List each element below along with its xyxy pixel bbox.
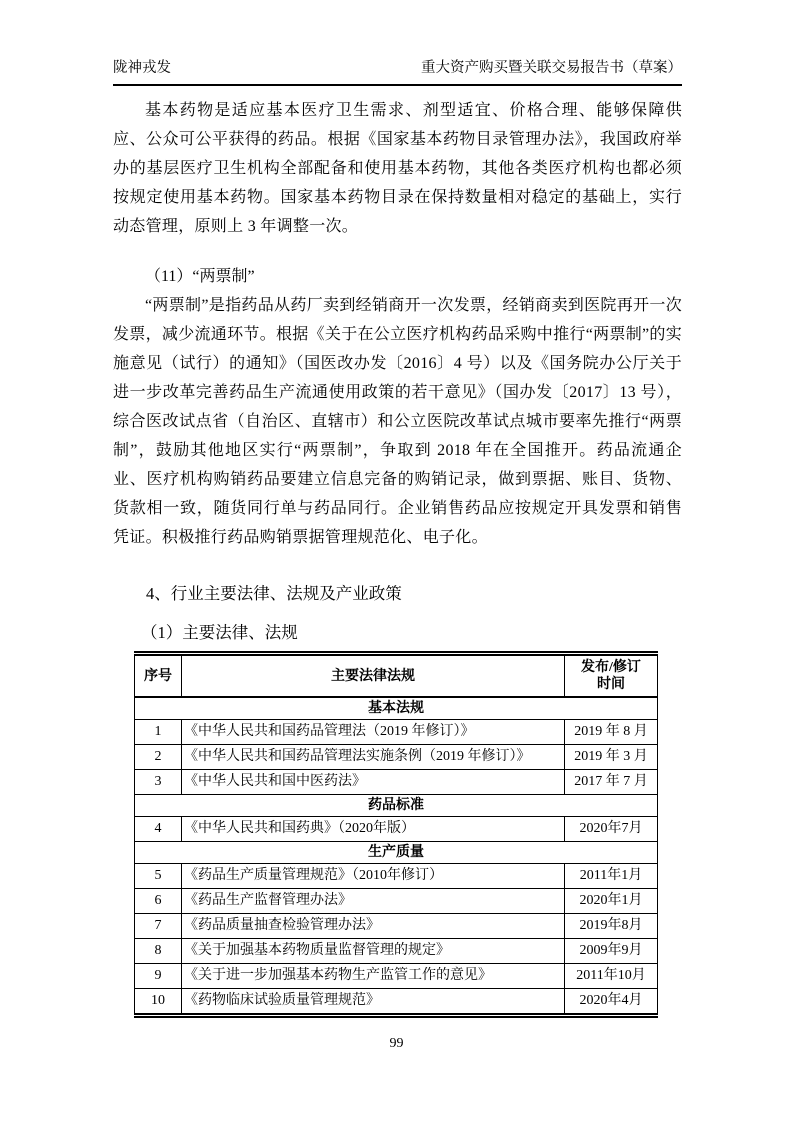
cell-law: 《药品质量抽查检验管理办法》 xyxy=(182,914,565,939)
cell-date: 2011年1月 xyxy=(565,864,658,889)
cell-law: 《中华人民共和国药典》（2020年版） xyxy=(182,817,565,842)
table-header-row xyxy=(135,654,658,698)
cell-law: 《药品生产质量管理规范》（2010年修订） xyxy=(182,864,565,889)
table-row xyxy=(135,864,658,889)
cell-no: 1 xyxy=(135,720,182,745)
cell-no: 4 xyxy=(135,817,182,842)
table-row xyxy=(135,914,658,939)
document-body xyxy=(113,96,682,1018)
header-document-title: 重大资产购买暨关联交易报告书（草案） xyxy=(421,60,682,76)
cell-date: 2020年4月 xyxy=(565,989,658,1016)
table-section-basic-laws xyxy=(135,697,658,720)
cell-law: 《中华人民共和国药品管理法实施条例（2019 年修订）》 xyxy=(182,745,565,770)
cell-date: 2019年8月 xyxy=(565,914,658,939)
table-row xyxy=(135,720,658,745)
cell-date: 2011年10月 xyxy=(565,964,658,989)
cell-date: 2009年9月 xyxy=(565,939,658,964)
table-section-title: 生产质量 xyxy=(135,842,658,864)
cell-law: 《药品生产监督管理办法》 xyxy=(182,889,565,914)
paragraph-two-invoice-system: “两票制”是指药品从药厂卖到经销商开一次发票，经销商卖到医院再开一次发票，减少流通环节。根据《关于在公立医疗机构药品采购中推行“两票制”的实施意见（试行）的通知》（国医改办发〔2016〕4 号）以及《国务院办公厅关于进一步改革完善药品生产流通使用政策的若干意见》（国办发〔2017〕13 号），综合医改试点省（自治区、直辖市）和公立医院改革试点城市要率先推行“两票制”，鼓励其他地区实行“两票制”，争取到 2018 年在全国推开。药品流通企业、医疗机构购销药品要建立信息完备的购销记录，做到票据、账目、货物、货款相一致，随货同行单与药品同行。企业销售药品应按规定开具发票和销售凭证。积极推行药品购销票据管理规范化、电子化。 xyxy=(113,297,683,546)
column-header-date xyxy=(565,654,658,698)
table-section-title: 药品标准 xyxy=(135,795,658,817)
table-row xyxy=(135,889,658,914)
cell-no: 9 xyxy=(135,964,182,989)
cell-no: 2 xyxy=(135,745,182,770)
column-header-date-line1: 发布/修订 xyxy=(581,660,641,675)
cell-law: 《关于加强基本药物质量监督管理的规定》 xyxy=(182,939,565,964)
table-row xyxy=(135,989,658,1016)
cell-no: 3 xyxy=(135,770,182,795)
heading-section-4-1: （1）主要法律、法规 xyxy=(141,623,298,642)
page-header xyxy=(113,56,682,86)
column-header-law: 主要法律法规 xyxy=(182,654,565,698)
cell-date: 2019 年 8 月 xyxy=(565,720,658,745)
cell-law: 《药物临床试验质量管理规范》 xyxy=(182,989,565,1016)
cell-no: 8 xyxy=(135,939,182,964)
cell-law: 《中华人民共和国药品管理法（2019 年修订）》 xyxy=(182,720,565,745)
table-row xyxy=(135,817,658,842)
cell-no: 6 xyxy=(135,889,182,914)
heading-section-4: 4、行业主要法律、法规及产业政策 xyxy=(146,584,402,603)
cell-law: 《中华人民共和国中医药法》 xyxy=(182,770,565,795)
cell-date: 2017 年 7 月 xyxy=(565,770,658,795)
cell-date: 2019 年 3 月 xyxy=(565,745,658,770)
heading-two-invoice-system: （11）“两票制” xyxy=(145,268,255,285)
header-company-name: 陇神戎发 xyxy=(113,60,171,76)
cell-date: 2020年7月 xyxy=(565,817,658,842)
column-header-date-line2: 时间 xyxy=(597,677,625,692)
table-row xyxy=(135,964,658,989)
cell-law: 《关于进一步加强基本药物生产监管工作的意见》 xyxy=(182,964,565,989)
table-section-title: 基本法规 xyxy=(135,697,658,720)
cell-no: 5 xyxy=(135,864,182,889)
table-section-drug-standards xyxy=(135,795,658,817)
page-number: 99 xyxy=(389,1036,404,1051)
table-row xyxy=(135,745,658,770)
laws-regulations-table xyxy=(134,651,658,1018)
cell-no: 10 xyxy=(135,989,182,1016)
table-row xyxy=(135,939,658,964)
paragraph-basic-drugs: 基本药物是适应基本医疗卫生需求、剂型适宜、价格合理、能够保障供应、公众可公平获得的药品。根据《国家基本药物目录管理办法》，我国政府举办的基层医疗卫生机构全部配备和使用基本药物，其他各类医疗机构也都必须按规定使用基本药物。国家基本药物目录在保持数量相对稳定的基础上，实行动态管理，原则上 3 年调整一次。 xyxy=(113,102,682,235)
cell-date: 2020年1月 xyxy=(565,889,658,914)
table-section-production-quality xyxy=(135,842,658,864)
column-header-no: 序号 xyxy=(135,654,182,698)
cell-no: 7 xyxy=(135,914,182,939)
table-row xyxy=(135,770,658,795)
